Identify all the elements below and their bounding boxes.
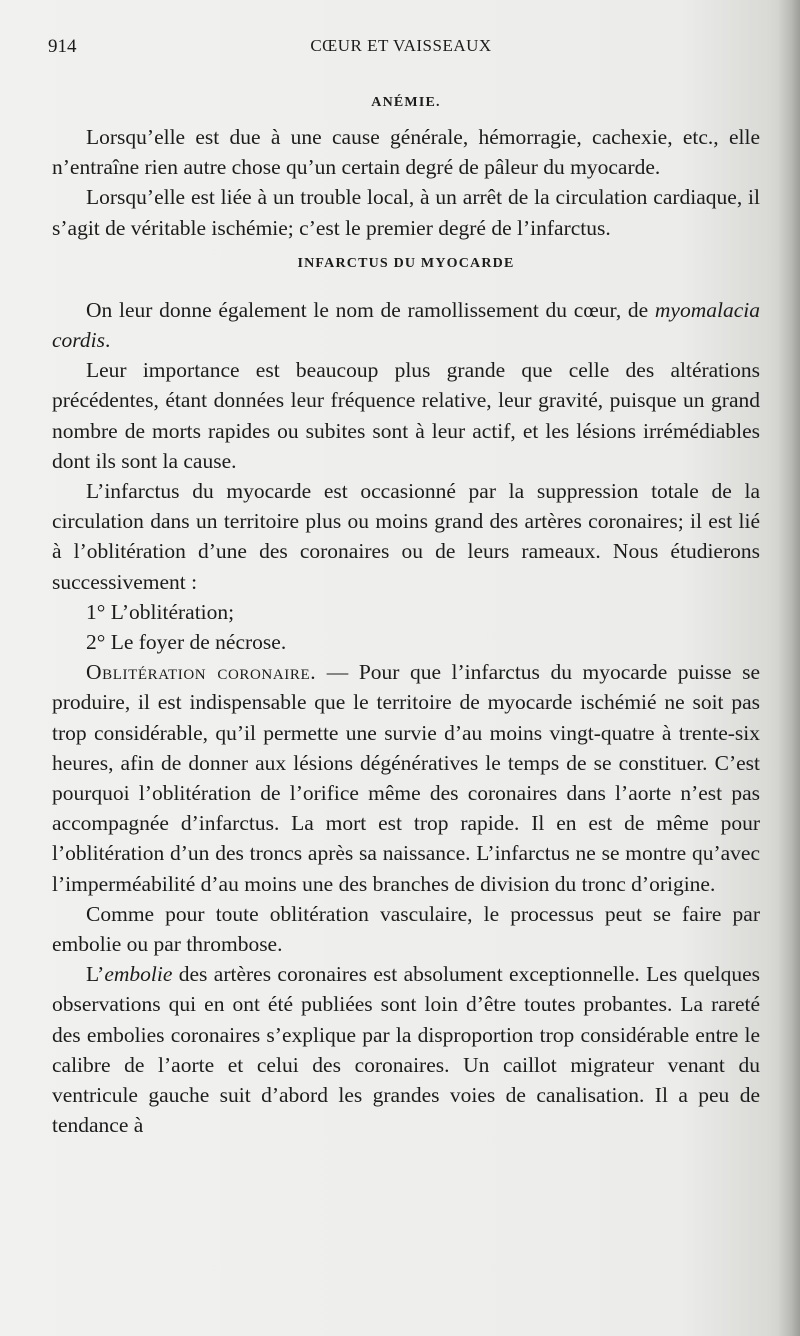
italic-term: embolie [104,962,173,987]
page-number: 914 [48,36,77,57]
paragraph: Lorsqu’elle est due à une cause générale, hémorragie, cachexie, etc., elle n’entraîne rien autre chose qu’un certain degré de pâleur du myocarde. [52,125,760,180]
paragraph: L’infarctus du myocarde est occasionné par la suppression totale de la circulation dans un territoire plus ou moins grand des artères coronaires; il est lié à l’oblitération d’une des coronaires ou de leurs rameaux. Nous étudierons successivement : [52,479,760,594]
paragraph-text: L’ [86,962,105,987]
run-in-heading: Oblitération coronaire. [86,660,317,685]
page-header [48,36,754,60]
paragraph-text: des artères coronaires est absolument exceptionnelle. Les quelques observations qui en ont été publiées sont loin d’être toutes probantes. La rareté des embolies coronaires s’explique par la disproportion trop considérable entre le calibre de l’aorte et celui des coronaires. Un caillot migrateur venant du ventricule gauche suit d’abord les grandes voies de canalisation. Il a peu de tendance à [52,962,760,1138]
running-title: CŒUR ET VAISSEAUX [310,36,492,55]
paragraph-punctuation: . [104,328,111,353]
paragraph [52,295,760,355]
list-item: 1° L’oblitération; [86,599,235,624]
section-title-anemie: ANÉMIE. [371,95,441,110]
page-gutter-shadow [778,0,800,1336]
section-title-infarctus: INFARCTUS DU MYOCARDE [297,255,515,271]
paragraph: Lorsqu’elle est liée à un trouble local, à un arrêt de la circulation cardiaque, il s’agit de véritable ischémie; c’est le premier degré de l’infarctus. [52,185,760,240]
paragraph: Comme pour toute oblitération vasculaire, le processus peut se faire par embolie ou par thrombose. [52,901,760,957]
paragraph [52,657,760,899]
list-item: 2° Le foyer de nécrose. [86,630,287,655]
paragraph [52,959,760,1140]
paragraph-text: — Pour que l’infarctus du myocarde puisse se produire, il est indispensable que le territoire de myocarde ischémié ne soit pas trop considérable, qu’il permette une survie d’au moins vingt-quatre à trente-six heures, afin de donner aux lésions dégénératives le temps de se constituer. C’est pourquoi l’oblitération de l’orifice même des coronaires dans l’aorte n’est pas accompagnée d’infarctus. La mort est trop rapide. Il en est de même pour l’oblitération d’un des troncs après sa naissance. L’infarctus ne se montre qu’avec l’imperméabilité d’au moins une des branches de division du tronc d’origine. [52,660,760,896]
page-body [52,92,760,1141]
paragraph: Leur importance est beaucoup plus grande que celle des altérations précédentes, étant données leur fréquence relative, leur gravité, puisque un grand nombre de morts rapides ou subites sont à leur actif, et les lésions irrémédiables dont ils sont la cause. [52,358,760,473]
latin-term: myomalacia cordis [52,297,760,353]
paragraph-text: On leur donne également le nom de ramollissement du cœur, de [86,297,655,322]
